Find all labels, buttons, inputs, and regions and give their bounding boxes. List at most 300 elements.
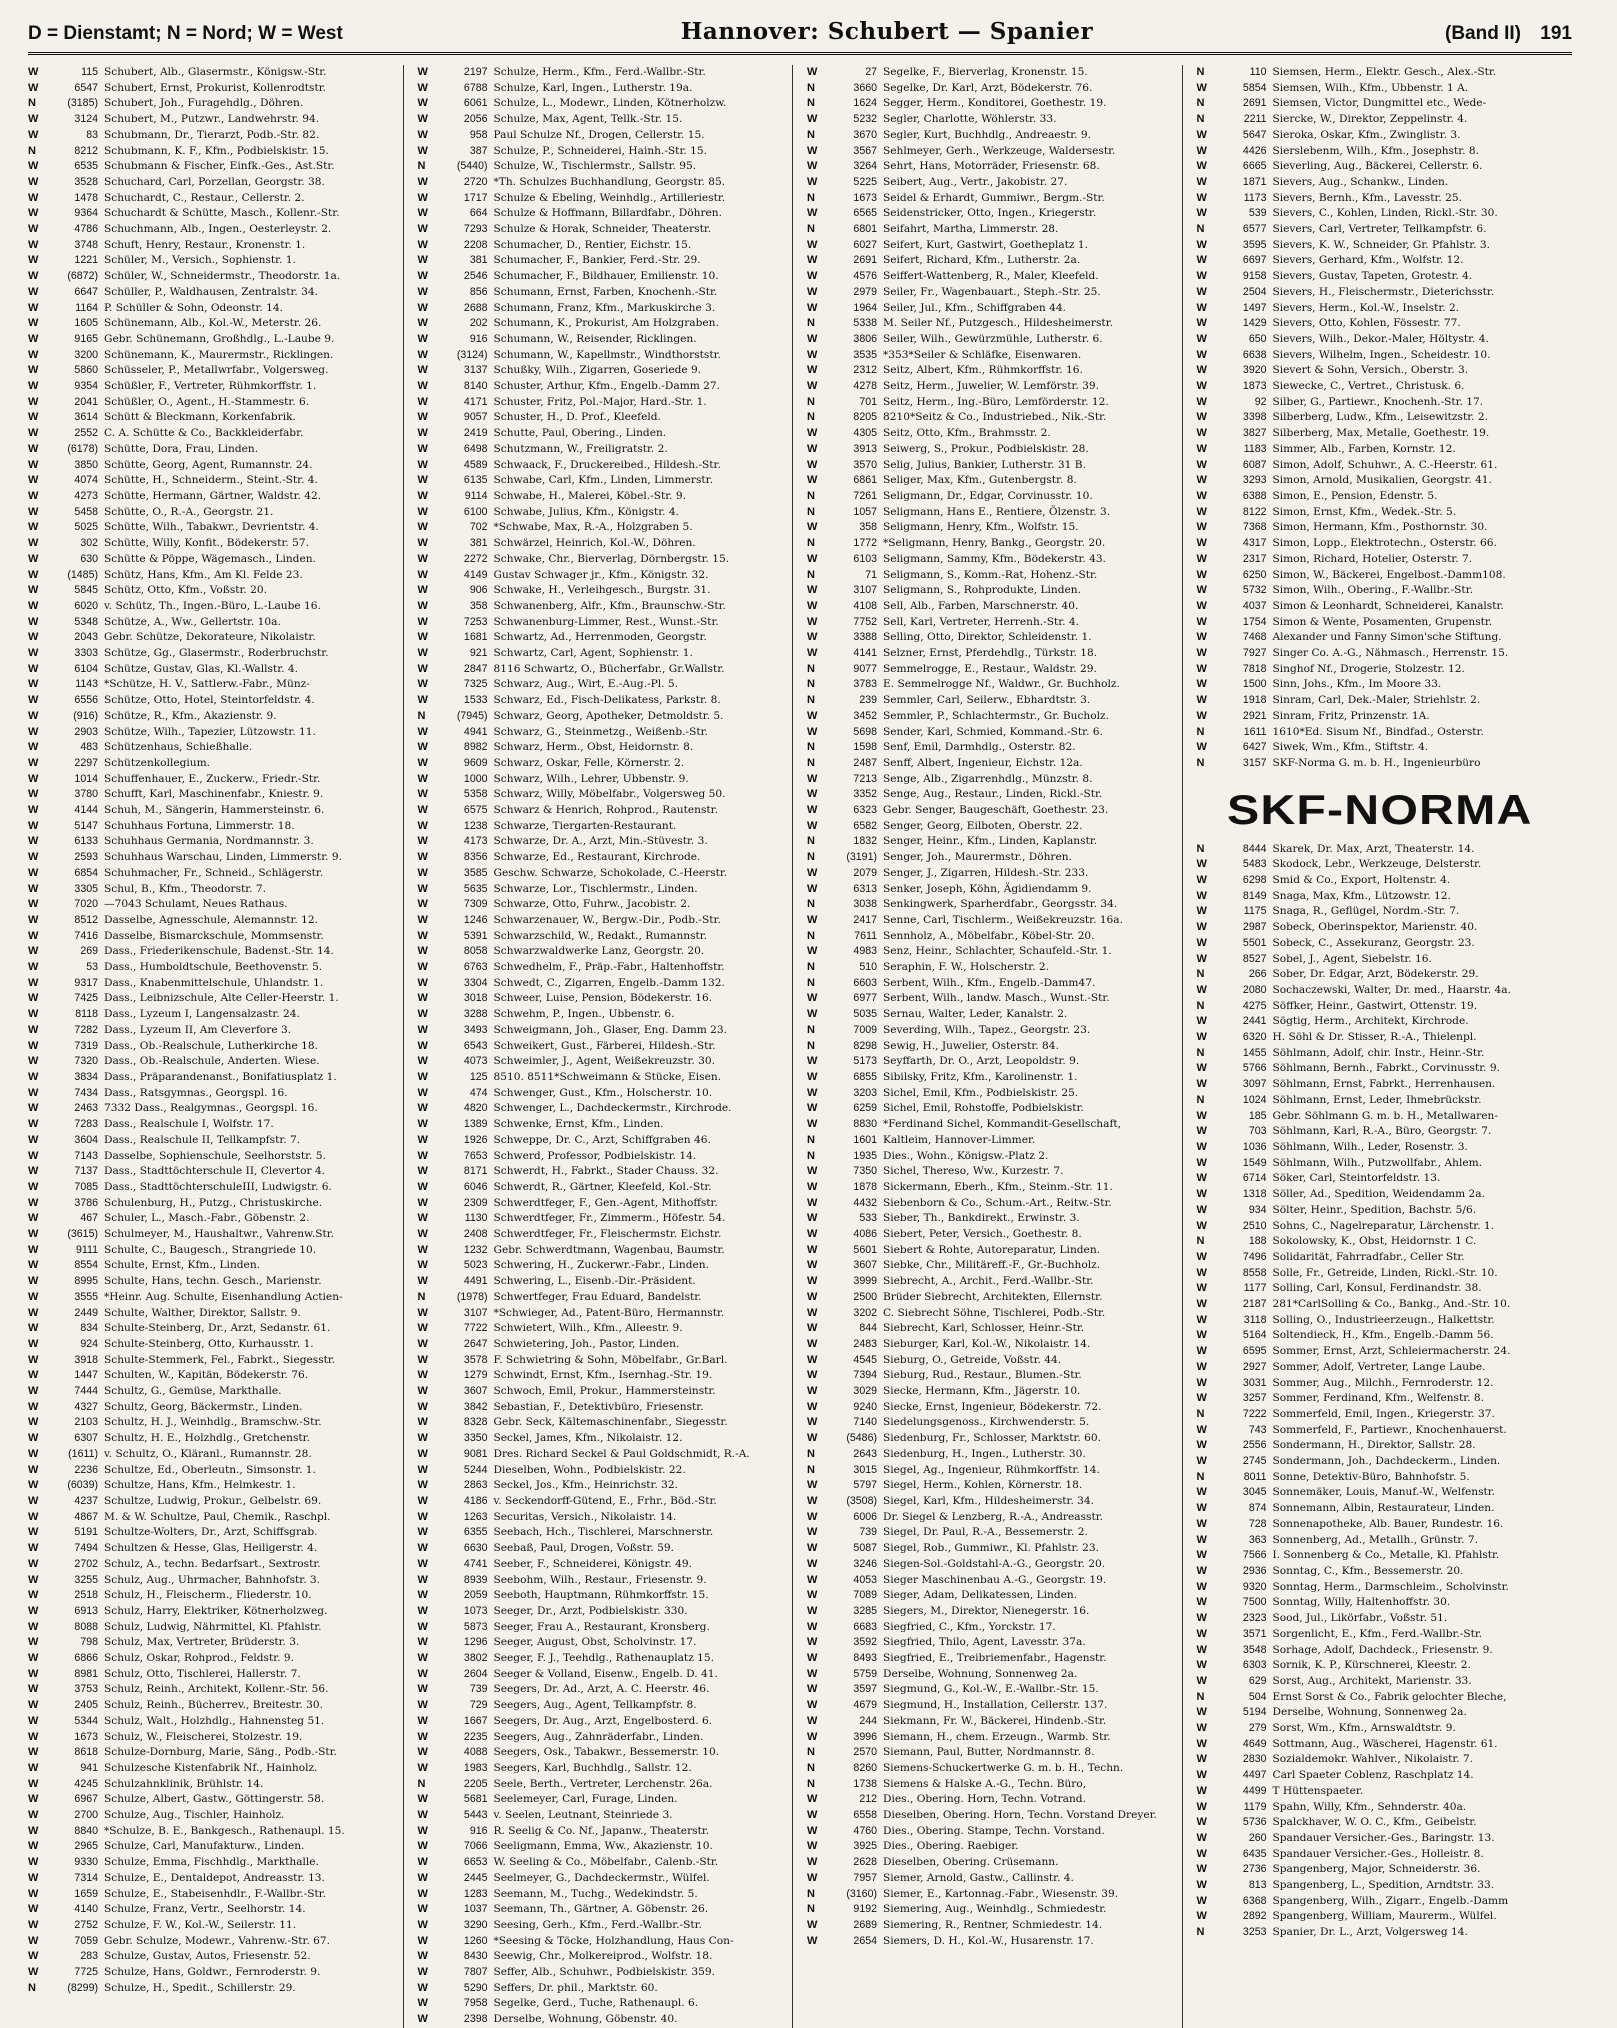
district-code: W	[417, 1652, 428, 1665]
phone-number: 5501	[1242, 936, 1267, 949]
entry-text: Schütze, Wilh., Tapezier, Lützowstr. 11.	[104, 725, 316, 738]
entry-text: Schütze, R., Kfm., Akazienstr. 9.	[104, 709, 277, 722]
entry-text: Schwerdt, R., Gärtner, Kleefeld, Kol.-Str.	[493, 1180, 712, 1193]
directory-entry	[418, 709, 787, 725]
entry-text: Schubert, Alb., Glasermstr., Königsw.-Str.	[104, 66, 327, 78]
directory-entry	[807, 693, 1176, 709]
entry-text: Schüßler, F., Vertreter, Rühmkorffstr. 1.	[104, 380, 317, 393]
district-code: W	[1196, 1141, 1207, 1153]
phone-number: 6259	[853, 1102, 877, 1115]
directory-entry	[28, 1415, 397, 1431]
district-code: W	[807, 819, 818, 832]
phone-number: 1681	[463, 631, 488, 644]
phone-number: 8981	[74, 1667, 98, 1680]
entry-text: Sölter, Heinr., Spedition, Bachstr. 5/6.	[1272, 1203, 1477, 1216]
page-title: Hannover: Schubert — Spanier	[680, 18, 1094, 45]
entry-text: Siwek, Wm., Kfm., Stiftstr. 4.	[1272, 741, 1429, 754]
phone-number: 9165	[74, 332, 98, 345]
entry-text: Sottmann, Aug., Wäscherei, Hagenstr. 61.	[1272, 1737, 1498, 1750]
entry-text: Seitz, Albert, Kfm., Rühmkorffstr. 16.	[883, 364, 1083, 377]
phone-number: 6577	[1242, 223, 1267, 236]
entry-text: Schumacher, F., Bankier, Ferd.-Str. 29.	[493, 254, 701, 267]
phone-number: 2059	[463, 1589, 488, 1602]
directory-entry	[1197, 1171, 1567, 1187]
district-code: W	[417, 741, 428, 754]
phone-number: 2483	[853, 1337, 877, 1350]
district-code: W	[417, 552, 428, 565]
entry-text: Schulzahnklinik, Brühlstr. 14.	[104, 1777, 264, 1790]
phone-number: 3918	[74, 1353, 98, 1366]
district-code: W	[807, 1385, 818, 1398]
district-code: W	[1196, 285, 1207, 298]
entry-text: Schütte, Hermann, Gärtner, Waldstr. 42.	[104, 489, 322, 502]
phone-number: 9077	[853, 662, 877, 675]
district-code: W	[28, 851, 39, 864]
entry-text: Sommerfeld, F., Partiewr., Knochenhauerst.	[1272, 1423, 1507, 1436]
district-code: W	[1196, 1062, 1207, 1075]
district-code: W	[417, 756, 428, 769]
directory-entry	[418, 1023, 787, 1039]
directory-entry	[807, 1353, 1176, 1369]
entry-text: Siegel, Karl, Kfm., Hildesheimerstr. 34.	[883, 1494, 1095, 1507]
district-code: W	[28, 364, 39, 377]
entry-text: Selig, Julius, Bankier, Lutherstr. 31 B.	[883, 458, 1086, 471]
phone-number: 6388	[1242, 489, 1267, 502]
entry-text: Siegmund, G., Kol.-W., E.-Wallbr.-Str. 15.	[883, 1683, 1099, 1696]
entry-text: Siecke, Ernst, Ingenieur, Bödekerstr. 72.	[883, 1400, 1102, 1413]
directory-entry	[418, 1400, 787, 1416]
phone-number: 6665	[1242, 160, 1267, 173]
phone-number: 3604	[74, 1133, 98, 1146]
phone-number: 1263	[463, 1510, 488, 1523]
directory-entry	[28, 238, 397, 254]
entry-text: Schwabe, H., Malerei, Köbel.-Str. 9.	[493, 489, 686, 502]
directory-entry	[1197, 285, 1567, 301]
entry-text: Siekmann, Fr. W., Bäckerei, Hindenb.-Str.	[883, 1714, 1107, 1727]
district-code: W	[807, 348, 818, 361]
entry-text: Seemann, Th., Gärtner, A. Göbenstr. 26.	[493, 1903, 709, 1916]
phone-number: 7611	[854, 929, 877, 942]
phone-number: 83	[86, 128, 98, 141]
phone-number: 2187	[1242, 1298, 1267, 1311]
directory-entry	[1197, 81, 1567, 97]
phone-number: 1497	[1242, 301, 1267, 314]
directory-entry	[418, 834, 787, 850]
directory-entry	[28, 489, 397, 505]
phone-number: 2628	[853, 1856, 877, 1869]
phone-number: 6250	[1242, 568, 1267, 581]
district-code: W	[807, 584, 818, 597]
district-code: W	[807, 1918, 818, 1931]
district-code: W	[1196, 1250, 1207, 1263]
directory-entry	[418, 1839, 787, 1855]
entry-text: Schuchard, Carl, Porzellan, Georgstr. 38.	[104, 175, 325, 188]
directory-entry	[418, 1415, 787, 1431]
directory-entry	[807, 1902, 1176, 1918]
entry-text: Schütz, Otto, Kfm., Voßstr. 20.	[104, 584, 268, 597]
directory-entry	[28, 81, 397, 97]
phone-number: 1673	[853, 191, 877, 204]
district-code: N	[417, 1777, 426, 1790]
district-code: W	[417, 1793, 428, 1806]
directory-entry	[418, 1620, 787, 1636]
directory-entry	[1197, 410, 1567, 426]
district-code: N	[807, 1023, 815, 1036]
directory-entry	[807, 1777, 1176, 1793]
page-number: 191	[1540, 23, 1572, 44]
directory-entry	[28, 536, 397, 552]
district-code: W	[417, 207, 428, 220]
phone-number: 3597	[853, 1683, 877, 1696]
entry-text: Schünemann, Alb., Kol.-W., Meterstr. 26.	[104, 317, 322, 330]
phone-number: 9364	[74, 207, 98, 220]
directory-entry	[1197, 363, 1567, 379]
directory-entry	[418, 850, 787, 866]
phone-number: 1533	[463, 694, 488, 707]
district-code: W	[417, 568, 428, 581]
district-code: W	[417, 505, 428, 518]
phone-number: 5736	[1242, 1816, 1267, 1829]
entry-text: Seitz, Herm., Ing.-Büro, Lemförderstr. 12.	[883, 395, 1109, 408]
district-code: W	[28, 1243, 39, 1256]
directory-entry	[418, 819, 787, 835]
directory-entry	[1197, 1721, 1567, 1737]
entry-text: Schwerdt, H., Fabrkt., Stader Chauss. 32.	[493, 1165, 719, 1178]
district-code: W	[1196, 1706, 1207, 1719]
directory-entry	[1197, 191, 1567, 207]
entry-text: Seegers, Karl, Buchhdlg., Sallstr. 12.	[493, 1761, 692, 1774]
directory-entry	[28, 866, 397, 882]
district-code: W	[807, 1667, 818, 1680]
phone-number: 6323	[853, 804, 877, 817]
phone-number: (8299)	[67, 1981, 98, 1994]
entry-text: Schultz, H. E., Holzhdlg., Gretchenstr.	[104, 1432, 310, 1445]
phone-number: 7957	[853, 1871, 877, 1884]
district-code: N	[1196, 223, 1205, 236]
entry-text: Seelemeyer, Carl, Furage, Linden.	[493, 1793, 678, 1806]
directory-entry	[28, 1306, 397, 1322]
phone-number: 6103	[853, 552, 877, 565]
phone-number: 2103	[74, 1416, 98, 1429]
district-code: W	[417, 1432, 428, 1445]
entry-text: Schüler, M., Versich., Sophienstr. 1.	[104, 254, 296, 267]
district-code: W	[417, 458, 428, 471]
phone-number: 2504	[1242, 285, 1267, 298]
entry-text: 8210*Seitz & Co., Industriebed., Nik.-Str.	[883, 411, 1107, 424]
directory-entry	[28, 316, 397, 332]
directory-entry	[418, 787, 787, 803]
directory-entry	[418, 1965, 787, 1981]
phone-number: 4983	[853, 945, 877, 958]
entry-text: Sievers, Otto, Kohlen, Fössestr. 77.	[1272, 317, 1461, 330]
directory-entry	[1197, 568, 1567, 584]
district-code: W	[1196, 254, 1207, 267]
entry-text: Siegel, Herm., Kohlen, Körnerstr. 18.	[883, 1479, 1083, 1492]
directory-entry	[28, 222, 397, 238]
district-code: W	[807, 1228, 818, 1241]
district-code: W	[28, 1557, 39, 1570]
district-code: W	[1196, 395, 1207, 408]
phone-number: 2965	[74, 1840, 98, 1853]
directory-entry	[418, 772, 787, 788]
directory-entry	[807, 1086, 1176, 1102]
entry-text: Schwering, L., Eisenb.-Dir.-Präsident.	[493, 1275, 696, 1288]
district-code: W	[417, 1871, 428, 1884]
phone-number: 6006	[853, 1510, 877, 1523]
district-code: W	[807, 1856, 818, 1869]
entry-text: Schulze & Ebeling, Weinhdlg., Artilleriestr.	[493, 191, 726, 204]
phone-number: 5443	[463, 1809, 488, 1822]
phone-number: 7927	[1242, 647, 1267, 660]
directory-entry	[807, 1211, 1176, 1227]
entry-text: Schwarz, Ed., Fisch-Delikatess, Parkstr. 8.	[493, 694, 721, 707]
entry-text: Spahn, Willy, Kfm., Sehnderstr. 40a.	[1272, 1800, 1467, 1813]
directory-entry	[807, 1054, 1176, 1070]
entry-text: Sievers, Herm., Kol.-W., Inselstr. 2.	[1272, 301, 1460, 314]
entry-text: Sichel, Thereso, Ww., Kurzestr. 7.	[883, 1165, 1064, 1178]
directory-entry	[418, 646, 787, 662]
phone-number: 916	[469, 332, 488, 345]
entry-text: Schwertfeger, Frau Eduard, Bandelstr.	[493, 1290, 702, 1303]
phone-number: 4149	[463, 568, 488, 581]
district-code: W	[1196, 332, 1207, 345]
directory-entry	[418, 740, 787, 756]
entry-text: Schwarz, Willy, Möbelfabr., Volgersweg 50.	[493, 788, 726, 801]
district-code: W	[417, 1039, 428, 1052]
district-code: W	[28, 615, 39, 628]
entry-text: Dass., Humboldtschule, Beethovenstr. 5.	[104, 961, 323, 974]
column-4-entries-top	[1197, 65, 1567, 772]
entry-text: Schulz, Reinh., Architekt, Kollenr.-Str. 56.	[104, 1683, 329, 1696]
phone-number: 6697	[1242, 254, 1267, 267]
phone-number: 3285	[853, 1604, 877, 1617]
district-code: W	[28, 772, 39, 785]
directory-entry	[807, 1745, 1176, 1761]
entry-text: Alexander und Fanny Simon'sche Stiftung.	[1272, 631, 1502, 644]
entry-text: Schulz, Otto, Tischlerei, Hallerstr. 7.	[104, 1667, 301, 1680]
district-code: W	[1196, 458, 1207, 471]
directory-entry	[1197, 253, 1567, 269]
phone-number: 4820	[463, 1102, 488, 1115]
phone-number: 9057	[463, 411, 488, 424]
entry-text: *Heinr. Aug. Schulte, Eisenhandlung Actien-	[104, 1290, 343, 1303]
entry-text: Schubmann, K. F., Kfm., Podbielskistr. 15.	[104, 144, 329, 157]
entry-text: Sonnemann, Albin, Restaurateur, Linden.	[1272, 1502, 1495, 1515]
phone-number: 1000	[463, 772, 488, 785]
district-code: W	[28, 804, 39, 817]
entry-text: Sonnenapotheke, Alb. Bauer, Rundestr. 16.	[1272, 1517, 1504, 1530]
phone-number: 9192	[853, 1903, 877, 1916]
entry-text: Schultze, Ed., Oberleutn., Simsonstr. 1.	[104, 1463, 316, 1476]
district-code: N	[1196, 97, 1205, 110]
district-code: W	[28, 1228, 39, 1241]
entry-text: Schweigmann, Joh., Glaser, Eng. Damm 23.	[493, 1023, 728, 1036]
phone-number: 3253	[1242, 1926, 1267, 1939]
directory-entry	[1197, 1595, 1567, 1611]
district-code: W	[28, 1604, 39, 1617]
district-code: W	[1196, 1329, 1207, 1342]
directory-entry	[28, 725, 397, 741]
district-code: N	[807, 1746, 815, 1759]
phone-number: 2417	[853, 913, 877, 926]
directory-entry	[1197, 1862, 1567, 1878]
phone-number: 8512	[74, 913, 98, 926]
phone-number: 958	[469, 128, 488, 141]
directory-entry	[1197, 889, 1567, 905]
entry-text: Schwietering, Joh., Pastor, Linden.	[493, 1337, 680, 1350]
phone-number: 9240	[853, 1400, 877, 1413]
page-info	[1431, 23, 1572, 45]
directory-entry	[28, 1792, 397, 1808]
directory-entry	[28, 1887, 397, 1903]
district-code: W	[417, 1275, 428, 1288]
directory-entry	[418, 1101, 787, 1117]
district-code: W	[28, 913, 39, 926]
entry-text: Siewecke, C., Vertret., Christusk. 6.	[1272, 380, 1465, 393]
directory-entry	[1197, 1847, 1567, 1863]
district-code: W	[807, 1196, 818, 1209]
entry-text: Seckel, James, Kfm., Nikolaistr. 12.	[493, 1432, 683, 1445]
phone-number: 8527	[1242, 952, 1267, 965]
entry-text: Senge, Alb., Zigarrenhdlg., Münzstr. 8.	[883, 772, 1093, 785]
district-code: N	[807, 223, 815, 236]
directory-entry	[807, 1839, 1176, 1855]
district-code: W	[807, 1526, 818, 1539]
directory-entry	[1197, 1297, 1567, 1313]
district-code: W	[417, 1981, 428, 1994]
directory-entry	[1197, 1768, 1567, 1784]
directory-entry	[807, 646, 1176, 662]
entry-text: Söhlmann, Ernst, Fabrkt., Herrenhausen.	[1272, 1078, 1496, 1091]
directory-entry	[807, 316, 1176, 332]
directory-entry	[28, 1368, 397, 1384]
phone-number: 2235	[463, 1730, 488, 1743]
phone-number: 3585	[463, 866, 488, 879]
phone-number: 2197	[463, 66, 488, 78]
directory-entry	[418, 1918, 787, 1934]
entry-text: Siemann, Paul, Butter, Nordmannstr. 8.	[883, 1746, 1095, 1759]
entry-text: Gebr. Schulze, Modewr., Vahrenw.-Str. 67.	[104, 1934, 331, 1947]
district-code: W	[28, 1463, 39, 1476]
directory-entry	[418, 1007, 787, 1023]
entry-text: Söhlmann, Adolf, chir. Instr., Heinr.-Str.	[1272, 1046, 1485, 1059]
phone-number: 3842	[463, 1400, 488, 1413]
directory-entry	[1197, 999, 1567, 1015]
entry-text: Schwedhelm, F., Präp.-Fabr., Haltenhoffstr.	[493, 961, 725, 974]
district-code: W	[807, 1683, 818, 1696]
directory-entry	[1197, 206, 1567, 222]
directory-entry	[418, 505, 787, 521]
phone-number: 1983	[463, 1761, 488, 1774]
district-code: W	[807, 1275, 818, 1288]
phone-number: 743	[1248, 1423, 1267, 1436]
district-code: W	[1196, 1015, 1207, 1028]
directory-entry	[418, 379, 787, 395]
phone-number: 71	[865, 568, 877, 581]
entry-text: Sorst, Aug., Architekt, Marienstr. 33.	[1272, 1674, 1472, 1687]
directory-entry	[28, 458, 397, 474]
phone-number: 7434	[74, 1086, 98, 1099]
phone-number: 3288	[463, 1008, 488, 1021]
district-code: W	[807, 442, 818, 455]
entry-text: Siebenborn & Co., Schum.-Art., Reitw.-Str.	[883, 1196, 1112, 1209]
district-code: W	[417, 945, 428, 958]
entry-text: Senz, Heinr., Schlachter, Schaufeld.-Str. 1.	[883, 945, 1112, 958]
phone-number: 3595	[1242, 238, 1267, 251]
directory-entry	[807, 1337, 1176, 1353]
entry-text: Segelke, F., Bierverlag, Kronenstr. 15.	[883, 66, 1088, 78]
district-code: W	[1196, 1612, 1207, 1625]
phone-number: 844	[859, 1322, 877, 1335]
directory-entry	[418, 2012, 787, 2028]
phone-number: 1455	[1242, 1046, 1267, 1059]
entry-text: Seegers, Osk., Tabakwr., Bessemerstr. 10.	[493, 1746, 720, 1759]
district-code: W	[1196, 936, 1207, 949]
phone-number: 1164	[75, 301, 98, 314]
entry-text: Seeligmann, Emma, Ww., Akazienstr. 10.	[493, 1840, 713, 1853]
entry-text: Derselbe, Wohnung, Sonnenweg 2a.	[1272, 1706, 1467, 1719]
directory-entry	[418, 332, 787, 348]
phone-number: 921	[469, 647, 488, 660]
directory-entry	[1197, 1784, 1567, 1800]
district-code: W	[417, 615, 428, 628]
entry-text: Schultz, Georg, Bäckermstr., Linden.	[104, 1400, 303, 1413]
district-code: W	[1196, 1596, 1207, 1609]
directory-entry	[28, 269, 397, 285]
phone-number: 7725	[74, 1966, 98, 1979]
district-code: W	[417, 898, 428, 911]
district-code: W	[807, 285, 818, 298]
phone-number: 1014	[74, 772, 98, 785]
phone-number: 2297	[74, 756, 98, 769]
phone-number: 1283	[463, 1887, 488, 1900]
district-code: N	[807, 1039, 815, 1052]
phone-number: 2312	[853, 364, 877, 377]
district-code: W	[28, 1275, 39, 1288]
directory-entry	[28, 568, 397, 584]
district-code: W	[28, 223, 39, 236]
district-code: W	[28, 1871, 39, 1884]
entry-text: Sommer, Adolf, Vertreter, Lange Laube.	[1272, 1360, 1486, 1373]
directory-entry	[418, 175, 787, 191]
district-code: W	[28, 66, 39, 78]
entry-text: Sievers, Wilh., Dekor.-Maler, Höltystr. 4.	[1272, 332, 1489, 345]
entry-text: Spangenberg, William, Maurerm., Wülfel.	[1272, 1910, 1497, 1923]
district-code: W	[28, 1777, 39, 1790]
entry-text: Seitz, Herm., Juwelier, W. Lemförstr. 39.	[883, 380, 1099, 393]
district-code: W	[417, 1259, 428, 1272]
entry-text: Schwaack, F., Druckereibed., Hildesh.-Str.	[493, 458, 721, 471]
entry-text: Schulmeyer, M., Haushaltwr., Vahrenw.Str.	[104, 1228, 334, 1241]
entry-text: Siegen-Sol.-Goldstahl-A.-G., Georgstr. 20.	[883, 1557, 1106, 1570]
phone-number: 8995	[74, 1275, 98, 1288]
directory-entry	[1197, 536, 1567, 552]
district-code: W	[28, 992, 39, 1005]
phone-number: 6683	[853, 1620, 877, 1633]
phone-number: 4186	[463, 1494, 488, 1507]
district-code: N	[1196, 756, 1205, 769]
district-code: W	[1196, 427, 1207, 440]
phone-number: 212	[859, 1793, 877, 1806]
phone-number: 739	[859, 1526, 877, 1539]
directory-entry	[28, 301, 397, 317]
district-code: W	[417, 1856, 428, 1869]
directory-entry	[807, 1604, 1176, 1620]
district-code: W	[807, 1699, 818, 1712]
district-code: W	[1196, 1722, 1207, 1735]
entry-text: Schwenger, L., Dachdeckermstr., Kirchrode.	[493, 1102, 732, 1115]
directory-entry	[807, 1196, 1176, 1212]
